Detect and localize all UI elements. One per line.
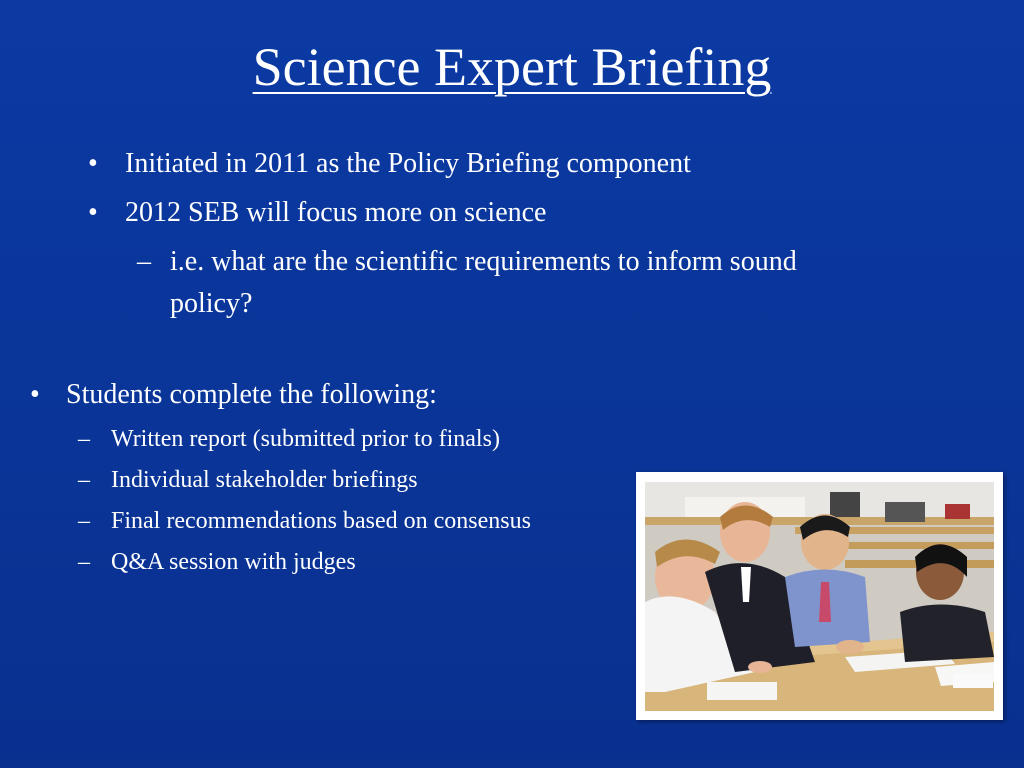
- bullet-text: 2012 SEB will focus more on science: [125, 197, 547, 228]
- slide-title: Science Expert Briefing: [252, 37, 772, 97]
- sub-bullet-text: Written report (submitted prior to finals): [111, 426, 500, 452]
- sub-bullet-marker: –: [78, 467, 90, 493]
- sub-bullet-ie: [137, 245, 977, 325]
- bullet-text: Students complete the following:: [66, 379, 437, 410]
- sub-bullet-marker: –: [78, 508, 90, 534]
- sub-bullet-marker: –: [78, 549, 90, 575]
- students-at-table-photo: [645, 482, 994, 711]
- sub-bullet-marker: –: [78, 426, 90, 452]
- sub-bullet-marker: –: [137, 246, 151, 277]
- sub-bullet-text: Q&A session with judges: [111, 549, 356, 575]
- sub-bullet-text: Individual stakeholder briefings: [111, 467, 418, 493]
- bullet-marker: •: [88, 197, 98, 228]
- photo-frame: [636, 472, 1003, 720]
- bullet-text: Initiated in 2011 as the Policy Briefing component: [125, 148, 691, 179]
- sub-bullet-text-line2: policy?: [170, 288, 253, 319]
- bullet-marker: •: [30, 379, 40, 410]
- bullet-marker: •: [88, 148, 98, 179]
- sub-bullet-text: Final recommendations based on consensus: [111, 508, 531, 534]
- sub-bullet-text-line1: i.e. what are the scientific requirements to inform sound: [170, 246, 797, 277]
